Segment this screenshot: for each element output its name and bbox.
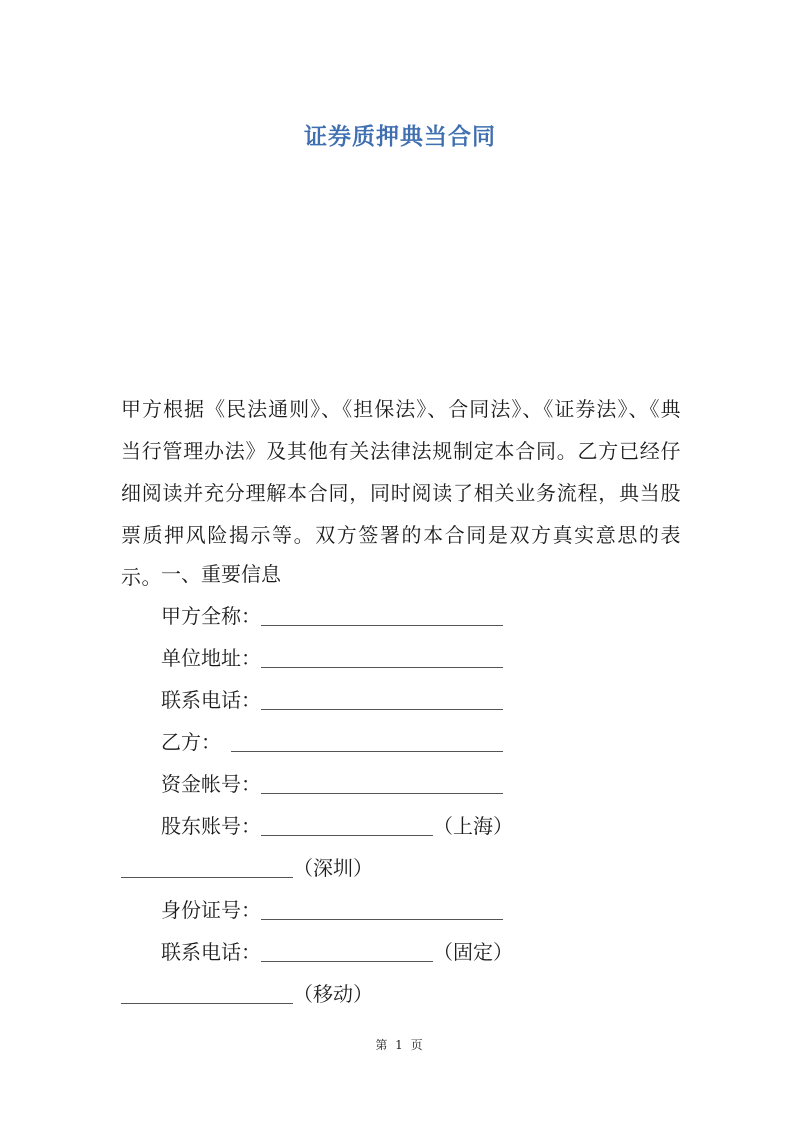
party-a-name-label: 甲方全称：	[161, 604, 261, 628]
shareholder-account-row	[161, 812, 513, 840]
mobile-phone-blank[interactable]	[121, 983, 293, 1004]
party-a-name-blank[interactable]	[261, 605, 503, 626]
contact-phone-blank[interactable]	[261, 689, 503, 710]
shareholder-account-label: 股东账号：	[161, 814, 261, 838]
section-heading: 一、重要信息	[161, 562, 281, 586]
shenzhen-label: （深圳）	[293, 856, 373, 880]
shenzhen-account-row	[121, 854, 373, 882]
party-b-label: 乙方：	[161, 730, 221, 754]
mobile-label: （移动）	[293, 982, 373, 1006]
mobile-phone-row	[121, 980, 373, 1008]
fund-account-row	[161, 770, 503, 798]
id-number-blank[interactable]	[261, 899, 503, 920]
shanghai-label: （上海）	[433, 814, 513, 838]
party-b-row	[161, 728, 503, 756]
fund-account-label: 资金帐号：	[161, 772, 261, 796]
unit-address-row	[161, 644, 503, 672]
contact-phone-2-row	[161, 938, 513, 966]
fund-account-blank[interactable]	[261, 773, 503, 794]
fixed-phone-blank[interactable]	[261, 941, 433, 962]
unit-address-blank[interactable]	[261, 647, 503, 668]
section-heading-row	[161, 560, 281, 588]
page-title: 证券质押典当合同	[304, 124, 496, 150]
contact-phone-2-label: 联系电话：	[161, 940, 261, 964]
fixed-label: （固定）	[433, 940, 513, 964]
id-number-label: 身份证号：	[161, 898, 261, 922]
shenzhen-account-blank[interactable]	[121, 857, 293, 878]
shanghai-account-blank[interactable]	[261, 815, 433, 836]
party-a-name-row	[161, 602, 503, 630]
intro-paragraph: 甲方根据《民法通则》、《担保法》、合同法》、《证券法》、《典当行管理办法》及其他有关法律法规制定本合同。乙方已经仔细阅读并充分理解本合同，同时阅读了相关业务流程，典当股票质押风险揭示等。双方签署的本合同是双方真实意思的表示。	[121, 397, 681, 589]
page-footer: 第 1 页	[375, 1038, 425, 1052]
contact-phone-label: 联系电话：	[161, 688, 261, 712]
unit-address-label: 单位地址：	[161, 646, 261, 670]
contact-phone-row	[161, 686, 503, 714]
party-b-blank[interactable]	[231, 731, 503, 752]
id-number-row	[161, 896, 503, 924]
